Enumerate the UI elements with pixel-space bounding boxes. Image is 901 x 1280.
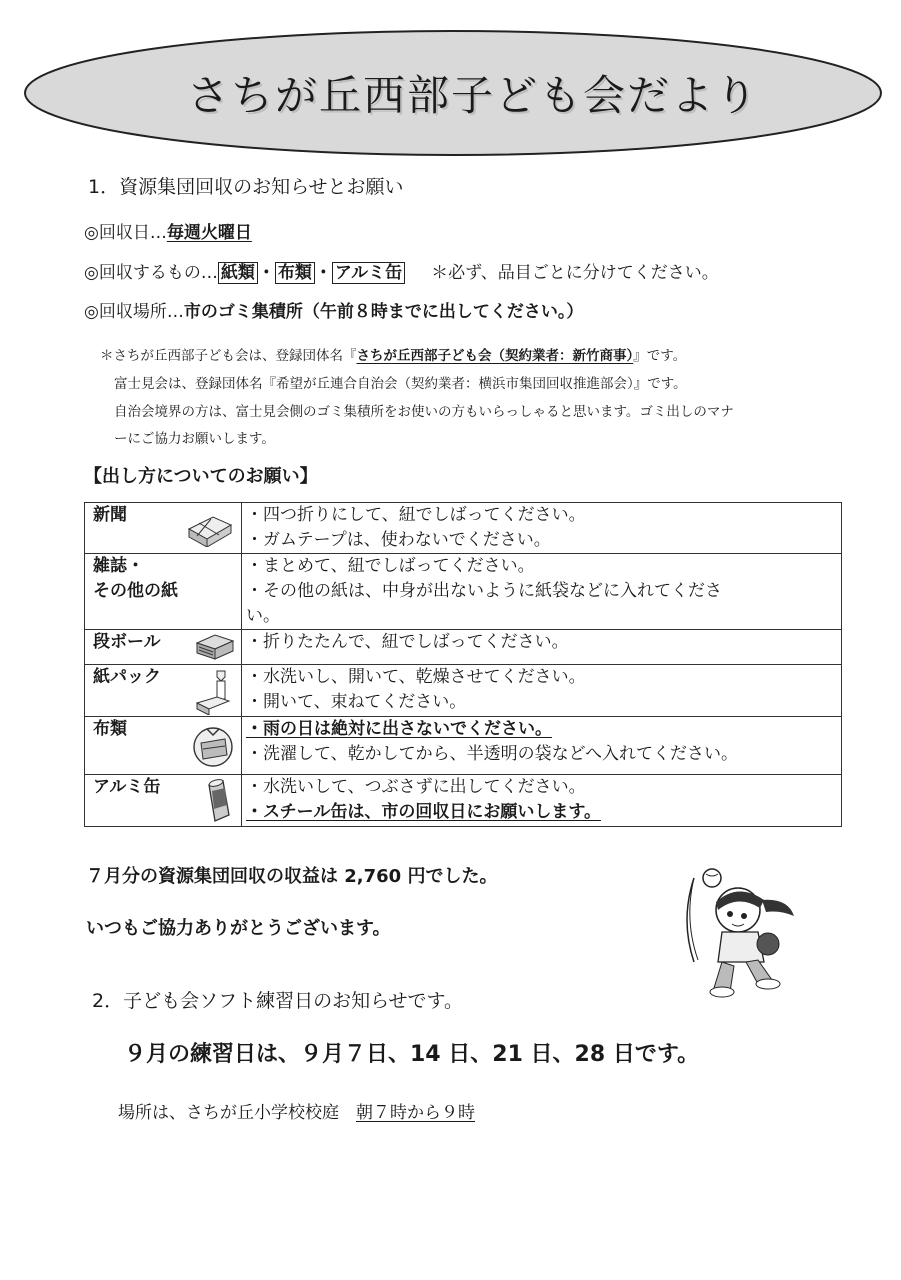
note-line-3: 自治会境界の方は、富士見会側のゴミ集積所をお使いの方もいらっしゃると思います。ゴミ出しのマナ — [114, 404, 734, 420]
instruction-cell — [242, 717, 842, 775]
page-title: さちが丘西部子ども会だより — [186, 71, 759, 120]
instruction-line: ・洗濯して、乾かしてから、半透明の袋などへ入れてください。 — [246, 744, 738, 764]
collection-day-label: ◎回収日… — [84, 223, 167, 243]
items-separator: ・ — [314, 263, 332, 283]
instruction-line: ・折りたたんで、紐でしばってください。 — [246, 632, 569, 652]
category-cell — [85, 775, 242, 827]
instruction-cell — [242, 775, 842, 827]
title-banner — [22, 28, 884, 158]
items-label: ◎回収するもの… — [84, 263, 218, 283]
practice-dates: ９月の練習日は、９月７日、14 日、21 日、28 日です。 — [124, 1042, 700, 1067]
milk-carton-icon — [193, 669, 233, 715]
disposal-rules-table — [84, 502, 842, 827]
practice-time: 朝７時から９時 — [356, 1103, 475, 1123]
thanks-text: いつもご協力ありがとうございます。 — [86, 918, 391, 939]
note-line-1-prefix: ＊さちが丘西部子ども会は、登録団体名『 — [100, 348, 357, 364]
newspaper-bundle-icon — [185, 511, 235, 547]
aluminum-can-icon — [201, 779, 231, 823]
place-value: 市のゴミ集積所（午前８時までに出してください。） — [183, 302, 584, 322]
section1-heading: 1．資源集団回収のお知らせとお願い — [88, 176, 404, 198]
category-cell — [85, 554, 242, 630]
place-line — [84, 297, 583, 322]
category-label: 雑誌・ その他の紙 — [93, 556, 178, 601]
place-label: ◎回収場所… — [84, 302, 184, 322]
instruction-line: ・開いて、束ねてください。 — [246, 692, 467, 712]
cardboard-stack-icon — [195, 633, 235, 661]
instruction-line: ・水洗いして、つぶさずに出してください。 — [246, 777, 586, 797]
collection-day-value: 毎週火曜日 — [166, 223, 252, 243]
category-cell — [85, 630, 242, 665]
category-cell — [85, 665, 242, 717]
instruction-line: ・四つ折りにして、紐でしばってください。 — [246, 505, 586, 525]
instruction-cell — [242, 503, 842, 554]
instruction-cell — [242, 554, 842, 630]
collection-day-line — [84, 218, 252, 243]
category-label: アルミ缶 — [93, 777, 161, 797]
instruction-line: い。 — [246, 606, 280, 626]
category-cell — [85, 503, 242, 554]
table-row — [85, 775, 842, 827]
category-label: 布類 — [93, 719, 127, 739]
softball-player-illustration — [672, 860, 800, 998]
proceeds-text: ７月分の資源集団回収の収益は 2,760 円でした。 — [86, 866, 498, 887]
note-line-1 — [100, 344, 686, 364]
instruction-line-emphasis: ・雨の日は絶対に出さないでください。 — [246, 719, 552, 739]
items-separator: ・ — [257, 263, 275, 283]
table-row — [85, 503, 842, 554]
request-heading: 【出し方についてのお願い】 — [84, 466, 318, 487]
table-row — [85, 554, 842, 630]
section2-heading: 2．子ども会ソフト練習日のお知らせです。 — [92, 990, 463, 1012]
instruction-cell — [242, 630, 842, 665]
note-line-4: ーにご協力お願いします。 — [114, 431, 275, 447]
practice-place: 場所は、さちが丘小学校校庭 — [118, 1103, 356, 1123]
note-line-1-suffix: 』です。 — [633, 348, 687, 364]
practice-place-line — [118, 1098, 475, 1123]
items-line — [84, 258, 719, 283]
table-row — [85, 717, 842, 775]
instruction-line: ・まとめて、紐でしばってください。 — [246, 556, 535, 576]
category-label: 新聞 — [93, 505, 127, 525]
instruction-line: ・その他の紙は、中身が出ないように紙袋などに入れてくださ — [246, 581, 722, 601]
item-paper: 紙類 — [218, 262, 258, 284]
category-label: 紙パック — [93, 667, 161, 687]
instruction-cell — [242, 665, 842, 717]
note-line-2: 富士見会は、登録団体名『希望が丘連合自治会（契約業者：横浜市集団回収推進部会）』です。 — [114, 376, 687, 392]
instruction-line: ・水洗いし、開いて、乾燥させてください。 — [246, 667, 586, 687]
instruction-line-emphasis: ・スチール缶は、市の回収日にお願いします。 — [246, 802, 601, 822]
item-aluminum: アルミ缶 — [332, 262, 405, 284]
instruction-line: ・ガムテープは、使わないでください。 — [246, 530, 551, 550]
table-row — [85, 630, 842, 665]
category-cell — [85, 717, 242, 775]
table-row — [85, 665, 842, 717]
cloth-bundle-icon — [191, 721, 235, 769]
items-note: ＊必ず、品目ごとに分けてください。 — [431, 263, 719, 283]
item-cloth: 布類 — [275, 262, 315, 284]
note-line-1-org: さちが丘西部子ども会（契約業者：新竹商事） — [356, 348, 634, 364]
category-label: 段ボール — [93, 632, 161, 652]
